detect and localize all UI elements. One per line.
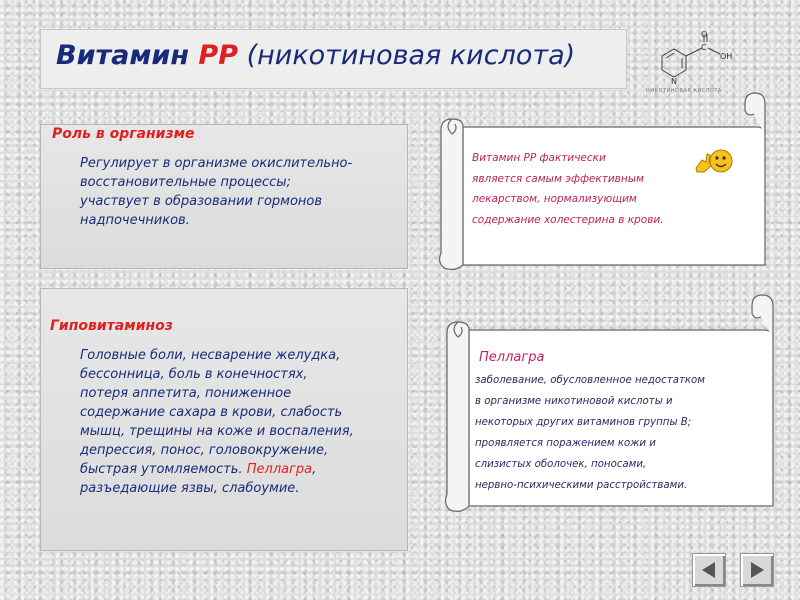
scroll-top-line: лекарством, нормализующим — [472, 193, 637, 205]
role-card-title: Роль в организме — [52, 126, 195, 142]
title-rest: (никотиновая кислота) — [238, 40, 576, 71]
triangle-left-icon — [693, 554, 725, 586]
pellagra-line: слизистых оболочек, поносами, — [475, 459, 647, 470]
title-main: Витамин — [56, 40, 199, 71]
triangle-right-icon — [741, 554, 773, 586]
prev-slide-button[interactable] — [692, 553, 726, 587]
pellagra-title: Пеллагра — [479, 350, 545, 365]
hypo-line: потеря аппетита, пониженное — [80, 386, 292, 401]
hypo-line-text: , — [312, 462, 317, 477]
next-slide-button[interactable] — [740, 553, 774, 587]
atom-n-label: N — [671, 77, 677, 86]
thumbs-up-smiley-icon — [692, 146, 734, 176]
pellagra-line: в организме никотиновой кислоты и — [475, 396, 673, 407]
pellagra-text — [475, 370, 705, 496]
scroll-top-line: является самым эффективным — [472, 172, 644, 185]
pellagra-highlight: Пеллагра — [246, 462, 313, 477]
title-pp: РР — [198, 40, 238, 71]
pellagra-line: нервно-психическими расстройствами. — [475, 480, 688, 491]
role-line: Регулирует в организме окислительно- — [80, 156, 353, 171]
atom-c-label: C — [701, 43, 707, 52]
hypo-line: бессонница, боль в конечностях, — [80, 367, 308, 382]
scroll-top-line: Витамин РР фактически — [472, 152, 606, 164]
pellagra-line: заболевание, обусловленное недостатком — [475, 375, 705, 386]
pellagra-line: некоторых других витаминов группы В; — [475, 417, 692, 428]
hypo-line: мышц, трещины на коже и воспаления, — [80, 424, 354, 439]
role-line: надпочечников. — [80, 213, 190, 228]
hypo-line: депрессия, понос, головокружение, — [80, 443, 329, 458]
hypo-line: Головные боли, несварение желудка, — [80, 348, 341, 363]
role-line: восстановительные процессы; — [80, 175, 291, 190]
scroll-top-line: содержание холестерина в крови. — [472, 213, 664, 226]
hypo-card-title: Гиповитаминоз — [50, 318, 173, 334]
hypo-line-text: быстрая утомляемость. — [80, 462, 247, 477]
molecule-caption: НИКОТИНОВАЯ КИСЛОТА — [646, 88, 722, 94]
pellagra-line: проявляется поражением кожи и — [475, 438, 656, 449]
hypo-line: содержание сахара в крови, слабость — [80, 405, 343, 420]
atom-o-label: O — [701, 30, 708, 39]
role-line: участвует в образовании гормонов — [80, 194, 323, 209]
hypo-line: разъедающие язвы, слабоумие. — [80, 481, 300, 496]
scroll-top-text — [472, 148, 664, 230]
atom-oh-label: OH — [720, 52, 733, 61]
